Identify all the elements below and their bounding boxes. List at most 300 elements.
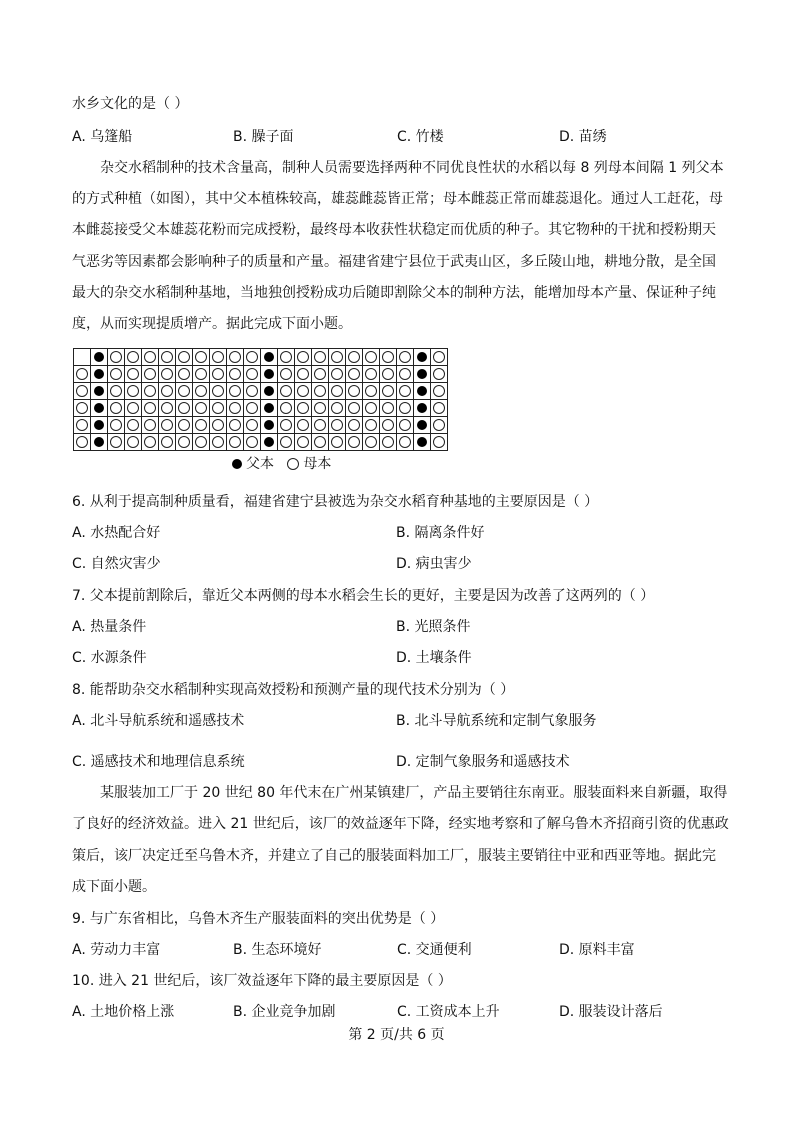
mother-plant-circle (433, 419, 445, 431)
grid-cell (74, 383, 91, 400)
grid-cell (397, 434, 414, 451)
grid-cell (431, 349, 448, 366)
mother-plant-circle (127, 385, 139, 397)
mother-plant-circle (280, 368, 292, 380)
mother-plant-circle (399, 419, 411, 431)
grid-row (74, 417, 448, 434)
grid-cell (244, 400, 261, 417)
mother-plant-circle (314, 368, 326, 380)
grid-cell (329, 383, 346, 400)
mother-plant-circle (399, 385, 411, 397)
mother-plant-circle (110, 436, 122, 448)
grid-cell (431, 434, 448, 451)
passage-2-line: 策后，该厂决定迁至乌鲁木齐，并建立了自己的服装面料加工厂，服装主要销往中亚和西亚等地。据此完 (72, 848, 716, 864)
mother-plant-circle (433, 436, 445, 448)
q7-option-c: C. 水源条件 (72, 650, 147, 666)
mother-plant-circle (433, 368, 445, 380)
mother-plant-circle (331, 402, 343, 414)
grid-cell (397, 400, 414, 417)
mother-plant-circle (382, 402, 394, 414)
mother-plant-circle (178, 368, 190, 380)
mother-plant-circle (348, 368, 360, 380)
mother-plant-circle (365, 402, 377, 414)
grid-cell (193, 383, 210, 400)
mother-plant-circle (314, 351, 326, 363)
q6-option-b: B. 隔离条件好 (396, 525, 485, 541)
q5-option-a: A. 乌篷船 (72, 129, 133, 145)
mother-plant-circle (331, 419, 343, 431)
father-plant-dot (94, 420, 104, 430)
passage-2-line: 某服装加工厂于 20 世纪 80 年代末在广州某镇建厂，产品主要销往东南亚。服装面料来自新疆，取得 (100, 785, 728, 801)
passage-2-line: 了良好的经济效益。进入 21 世纪后，该厂的效益逐年下降，经实地考察和了解乌鲁木齐招商引资的优惠政 (72, 816, 729, 832)
grid-cell (159, 366, 176, 383)
mother-plant-circle (212, 385, 224, 397)
grid-cell (414, 417, 431, 434)
passage-1-line: 度，从而实现提质增产。据此完成下面小题。 (72, 316, 352, 332)
mother-plant-circle (195, 419, 207, 431)
mother-plant-circle (195, 385, 207, 397)
grid-cell (227, 400, 244, 417)
q10-option-b: B. 企业竞争加剧 (233, 1004, 336, 1020)
grid-cell (176, 400, 193, 417)
grid-cell (74, 400, 91, 417)
grid-cell (91, 383, 108, 400)
mother-circle-icon (287, 458, 299, 470)
grid-cell (431, 383, 448, 400)
mother-plant-circle (110, 419, 122, 431)
figure-legend (232, 453, 331, 473)
q8-option-b: B. 北斗导航系统和定制气象服务 (396, 713, 597, 729)
grid-cell (312, 417, 329, 434)
grid-cell (227, 349, 244, 366)
grid-cell (380, 349, 397, 366)
grid-cell (125, 400, 142, 417)
grid-cell (261, 366, 278, 383)
mother-plant-circle (348, 402, 360, 414)
grid-cell (108, 349, 125, 366)
grid-cell (380, 383, 397, 400)
grid-cell (329, 349, 346, 366)
mother-plant-circle (280, 402, 292, 414)
mother-plant-circle (195, 436, 207, 448)
grid-cell (397, 366, 414, 383)
grid-cell (431, 417, 448, 434)
q10-option-a: A. 土地价格上涨 (72, 1004, 175, 1020)
q9-option-d: D. 原料丰富 (559, 942, 635, 958)
grid-cell (346, 366, 363, 383)
passage-1-line: 的方式种植（如图），其中父本植株较高，雄蕊雌蕊皆正常；母本雌蕊正常而雄蕊退化。通过人工赶花，母 (72, 191, 723, 207)
grid-cell (176, 434, 193, 451)
grid-cell (261, 434, 278, 451)
grid-cell (380, 400, 397, 417)
grid-cell (193, 417, 210, 434)
legend-father-label: 父本 (246, 456, 274, 472)
mother-plant-circle (76, 436, 88, 448)
mother-plant-circle (297, 368, 309, 380)
mother-plant-circle (365, 368, 377, 380)
mother-plant-circle (280, 436, 292, 448)
grid-cell (91, 417, 108, 434)
grid-cell (295, 366, 312, 383)
grid-cell (125, 417, 142, 434)
mother-plant-circle (246, 385, 258, 397)
grid-cell (244, 383, 261, 400)
q10-option-d: D. 服装设计落后 (559, 1004, 663, 1020)
grid-cell (159, 417, 176, 434)
mother-plant-circle (76, 368, 88, 380)
father-plant-dot (264, 403, 274, 413)
q10-option-c: C. 工资成本上升 (397, 1004, 500, 1020)
passage-1-line: 最大的杂交水稻制种基地，当地独创授粉成功后随即割除父本的制种方法，能增加母本产量、保证种子纯 (72, 285, 716, 301)
grid-cell (176, 366, 193, 383)
mother-plant-circle (246, 402, 258, 414)
mother-plant-circle (382, 351, 394, 363)
mother-plant-circle (229, 402, 241, 414)
grid-cell (142, 417, 159, 434)
mother-plant-circle (382, 368, 394, 380)
question-10-stem: 10. 进入 21 世纪后，该厂效益逐年下降的最主要原因是（ ） (72, 973, 452, 989)
grid-row (74, 366, 448, 383)
mother-plant-circle (144, 351, 156, 363)
mother-plant-circle (127, 402, 139, 414)
grid-cell (346, 417, 363, 434)
grid-cell (431, 400, 448, 417)
mother-plant-circle (399, 402, 411, 414)
mother-plant-circle (110, 368, 122, 380)
grid-cell (261, 400, 278, 417)
mother-plant-circle (110, 351, 122, 363)
father-plant-dot (264, 386, 274, 396)
father-plant-dot (264, 352, 274, 362)
grid-cell (295, 383, 312, 400)
q8-option-d: D. 定制气象服务和遥感技术 (396, 754, 570, 770)
grid-cell (108, 366, 125, 383)
mother-plant-circle (331, 436, 343, 448)
grid-cell (227, 366, 244, 383)
mother-plant-circle (229, 419, 241, 431)
mother-plant-circle (127, 436, 139, 448)
grid-cell (278, 400, 295, 417)
grid-cell (397, 383, 414, 400)
mother-plant-circle (144, 402, 156, 414)
grid-cell (278, 417, 295, 434)
grid-cell (329, 417, 346, 434)
q8-option-c: C. 遥感技术和地理信息系统 (72, 754, 245, 770)
question-9-stem: 9. 与广东省相比，乌鲁木齐生产服装面料的突出优势是（ ） (72, 911, 445, 927)
grid-cell (74, 366, 91, 383)
father-plant-dot (417, 420, 427, 430)
grid-cell (125, 434, 142, 451)
q7-option-b: B. 光照条件 (396, 619, 471, 635)
mother-plant-circle (433, 385, 445, 397)
grid-cell (193, 434, 210, 451)
grid-row (74, 400, 448, 417)
mother-plant-circle (76, 385, 88, 397)
mother-plant-circle (297, 402, 309, 414)
mother-plant-circle (178, 351, 190, 363)
mother-plant-circle (178, 419, 190, 431)
grid-cell (244, 434, 261, 451)
mother-plant-circle (348, 385, 360, 397)
mother-plant-circle (229, 436, 241, 448)
mother-plant-circle (297, 385, 309, 397)
mother-plant-circle (297, 436, 309, 448)
grid-cell (312, 400, 329, 417)
grid-cell (210, 417, 227, 434)
grid-cell (363, 349, 380, 366)
question-6-stem: 6. 从利于提高制种质量看，福建省建宁县被选为杂交水稻育种基地的主要原因是（ ） (72, 494, 599, 510)
mother-plant-circle (161, 351, 173, 363)
grid-cell (278, 434, 295, 451)
grid-cell (295, 417, 312, 434)
grid-cell (108, 417, 125, 434)
mother-plant-circle (212, 402, 224, 414)
mother-plant-circle (382, 419, 394, 431)
grid-cell (397, 417, 414, 434)
father-plant-dot (417, 403, 427, 413)
grid-cell (346, 383, 363, 400)
grid-row (74, 434, 448, 451)
grid-cell (108, 400, 125, 417)
father-dot-icon (232, 459, 242, 469)
q8-option-a: A. 北斗导航系统和遥感技术 (72, 713, 245, 729)
grid-cell (278, 349, 295, 366)
mother-plant-circle (433, 351, 445, 363)
mother-plant-circle (348, 436, 360, 448)
question-7-stem: 7. 父本提前割除后，靠近父本两侧的母本水稻会生长的更好，主要是因为改善了这两列的（ ） (72, 588, 655, 604)
mother-plant-circle (212, 419, 224, 431)
q7-option-a: A. 热量条件 (72, 619, 147, 635)
q9-option-c: C. 交通便利 (397, 942, 472, 958)
mother-plant-circle (76, 419, 88, 431)
mother-plant-circle (178, 385, 190, 397)
q6-option-c: C. 自然灾害少 (72, 556, 161, 572)
q7-option-d: D. 土壤条件 (396, 650, 472, 666)
grid-cell (91, 366, 108, 383)
grid-cell (193, 366, 210, 383)
mother-plant-circle (161, 436, 173, 448)
grid-cell (74, 434, 91, 451)
mother-plant-circle (399, 351, 411, 363)
passage-1-line: 杂交水稻制种的技术含量高，制种人员需要选择两种不同优良性状的水稻以每 8 列母本间隔 1 列父本 (100, 160, 724, 176)
mother-plant-circle (178, 402, 190, 414)
mother-plant-circle (399, 436, 411, 448)
mother-plant-circle (195, 351, 207, 363)
father-plant-dot (94, 403, 104, 413)
grid-cell (210, 434, 227, 451)
mother-plant-circle (195, 402, 207, 414)
passage-1-line: 本雌蕊接受父本雄蕊花粉而完成授粉，最终母本收获性状稳定而优质的种子。其它物种的干扰和授粉期天 (72, 222, 716, 238)
mother-plant-circle (297, 351, 309, 363)
mother-plant-circle (127, 351, 139, 363)
grid-cell (363, 434, 380, 451)
mother-plant-circle (110, 385, 122, 397)
q5-option-d: D. 苗绣 (559, 129, 607, 145)
father-plant-dot (94, 437, 104, 447)
grid-cell (261, 383, 278, 400)
mother-plant-circle (161, 402, 173, 414)
grid-cell (74, 417, 91, 434)
grid-cell (91, 349, 108, 366)
mother-plant-circle (212, 368, 224, 380)
mother-plant-circle (246, 419, 258, 431)
mother-plant-circle (365, 351, 377, 363)
mother-plant-circle (382, 385, 394, 397)
father-plant-dot (264, 420, 274, 430)
father-plant-dot (94, 352, 104, 362)
grid-cell (108, 383, 125, 400)
mother-plant-circle (246, 436, 258, 448)
grid-cell (176, 383, 193, 400)
mother-plant-circle (280, 351, 292, 363)
page-number: 第 2 页/共 6 页 (348, 1027, 445, 1043)
question-5-stem-tail: 水乡文化的是（ ） (72, 96, 189, 112)
grid-cell (125, 366, 142, 383)
mother-plant-circle (246, 368, 258, 380)
father-plant-dot (94, 369, 104, 379)
mother-plant-circle (297, 419, 309, 431)
grid-cell (380, 434, 397, 451)
grid-cell (125, 383, 142, 400)
grid-cell (261, 349, 278, 366)
grid-cell (363, 417, 380, 434)
grid-cell (414, 366, 431, 383)
mother-plant-circle (178, 436, 190, 448)
mother-plant-circle (382, 436, 394, 448)
grid-cell (244, 417, 261, 434)
grid-cell (142, 366, 159, 383)
mother-plant-circle (433, 402, 445, 414)
grid-cell (91, 400, 108, 417)
grid-cell (244, 349, 261, 366)
grid-cell (176, 417, 193, 434)
mother-plant-circle (110, 402, 122, 414)
grid-cell (74, 349, 91, 366)
mother-plant-circle (331, 385, 343, 397)
grid-cell (227, 434, 244, 451)
mother-plant-circle (365, 436, 377, 448)
mother-plant-circle (314, 436, 326, 448)
grid-cell (363, 383, 380, 400)
grid-cell (244, 366, 261, 383)
grid-cell (278, 366, 295, 383)
grid-cell (414, 349, 431, 366)
grid-cell (329, 400, 346, 417)
grid-cell (193, 400, 210, 417)
grid-cell (125, 349, 142, 366)
mother-plant-circle (144, 385, 156, 397)
grid-cell (380, 366, 397, 383)
mother-plant-circle (144, 436, 156, 448)
mother-plant-circle (76, 402, 88, 414)
grid-cell (414, 383, 431, 400)
q9-option-a: A. 劳动力丰富 (72, 942, 161, 958)
mother-plant-circle (212, 351, 224, 363)
mother-plant-circle (229, 351, 241, 363)
father-plant-dot (264, 369, 274, 379)
father-plant-dot (417, 386, 427, 396)
q9-option-b: B. 生态环境好 (233, 942, 322, 958)
mother-plant-circle (127, 419, 139, 431)
grid-cell (380, 417, 397, 434)
question-8-stem: 8. 能帮助杂交水稻制种实现高效授粉和预测产量的现代技术分别为（ ） (72, 682, 515, 698)
mother-plant-circle (144, 419, 156, 431)
q6-option-a: A. 水热配合好 (72, 525, 161, 541)
mother-plant-circle (127, 368, 139, 380)
mother-plant-circle (348, 419, 360, 431)
grid-cell (193, 349, 210, 366)
grid-cell (431, 366, 448, 383)
mother-plant-circle (229, 368, 241, 380)
mother-plant-circle (212, 436, 224, 448)
grid-cell (414, 434, 431, 451)
grid-row (74, 349, 448, 366)
mother-plant-circle (161, 385, 173, 397)
grid-row (74, 383, 448, 400)
q5-option-b: B. 臊子面 (233, 129, 294, 145)
grid-cell (346, 434, 363, 451)
grid-cell (227, 417, 244, 434)
grid-cell (108, 434, 125, 451)
grid-cell (312, 383, 329, 400)
mother-plant-circle (348, 351, 360, 363)
grid-cell (210, 349, 227, 366)
grid-cell (91, 434, 108, 451)
father-plant-dot (417, 437, 427, 447)
grid-cell (329, 434, 346, 451)
grid-cell (295, 349, 312, 366)
grid-cell (414, 400, 431, 417)
mother-plant-circle (365, 419, 377, 431)
grid-cell (312, 434, 329, 451)
grid-cell (159, 383, 176, 400)
grid-cell (312, 366, 329, 383)
q5-option-c: C. 竹楼 (397, 129, 444, 145)
mother-plant-circle (161, 419, 173, 431)
mother-plant-circle (280, 385, 292, 397)
grid-cell (346, 349, 363, 366)
passage-1-line: 气恶劣等因素都会影响种子的质量和产量。福建省建宁县位于武夷山区，多丘陵山地，耕地分散，是全国 (72, 254, 716, 270)
planting-pattern-figure (73, 348, 448, 451)
mother-plant-circle (399, 368, 411, 380)
passage-2-line: 成下面小题。 (72, 879, 156, 895)
father-plant-dot (417, 352, 427, 362)
mother-plant-circle (314, 419, 326, 431)
mother-plant-circle (331, 368, 343, 380)
grid-cell (329, 366, 346, 383)
mother-plant-circle (365, 385, 377, 397)
mother-plant-circle (246, 351, 258, 363)
grid-cell (159, 434, 176, 451)
mother-plant-circle (331, 351, 343, 363)
grid-cell (142, 434, 159, 451)
grid-cell (295, 400, 312, 417)
grid-cell (159, 400, 176, 417)
father-plant-dot (94, 386, 104, 396)
grid-cell (159, 349, 176, 366)
mother-plant-circle (161, 368, 173, 380)
grid-cell (142, 383, 159, 400)
grid-cell (363, 400, 380, 417)
grid-cell (261, 417, 278, 434)
grid-cell (363, 366, 380, 383)
mother-plant-circle (229, 385, 241, 397)
father-plant-dot (264, 437, 274, 447)
grid-cell (142, 349, 159, 366)
grid-cell (278, 383, 295, 400)
grid-cell (210, 366, 227, 383)
mother-plant-circle (195, 368, 207, 380)
